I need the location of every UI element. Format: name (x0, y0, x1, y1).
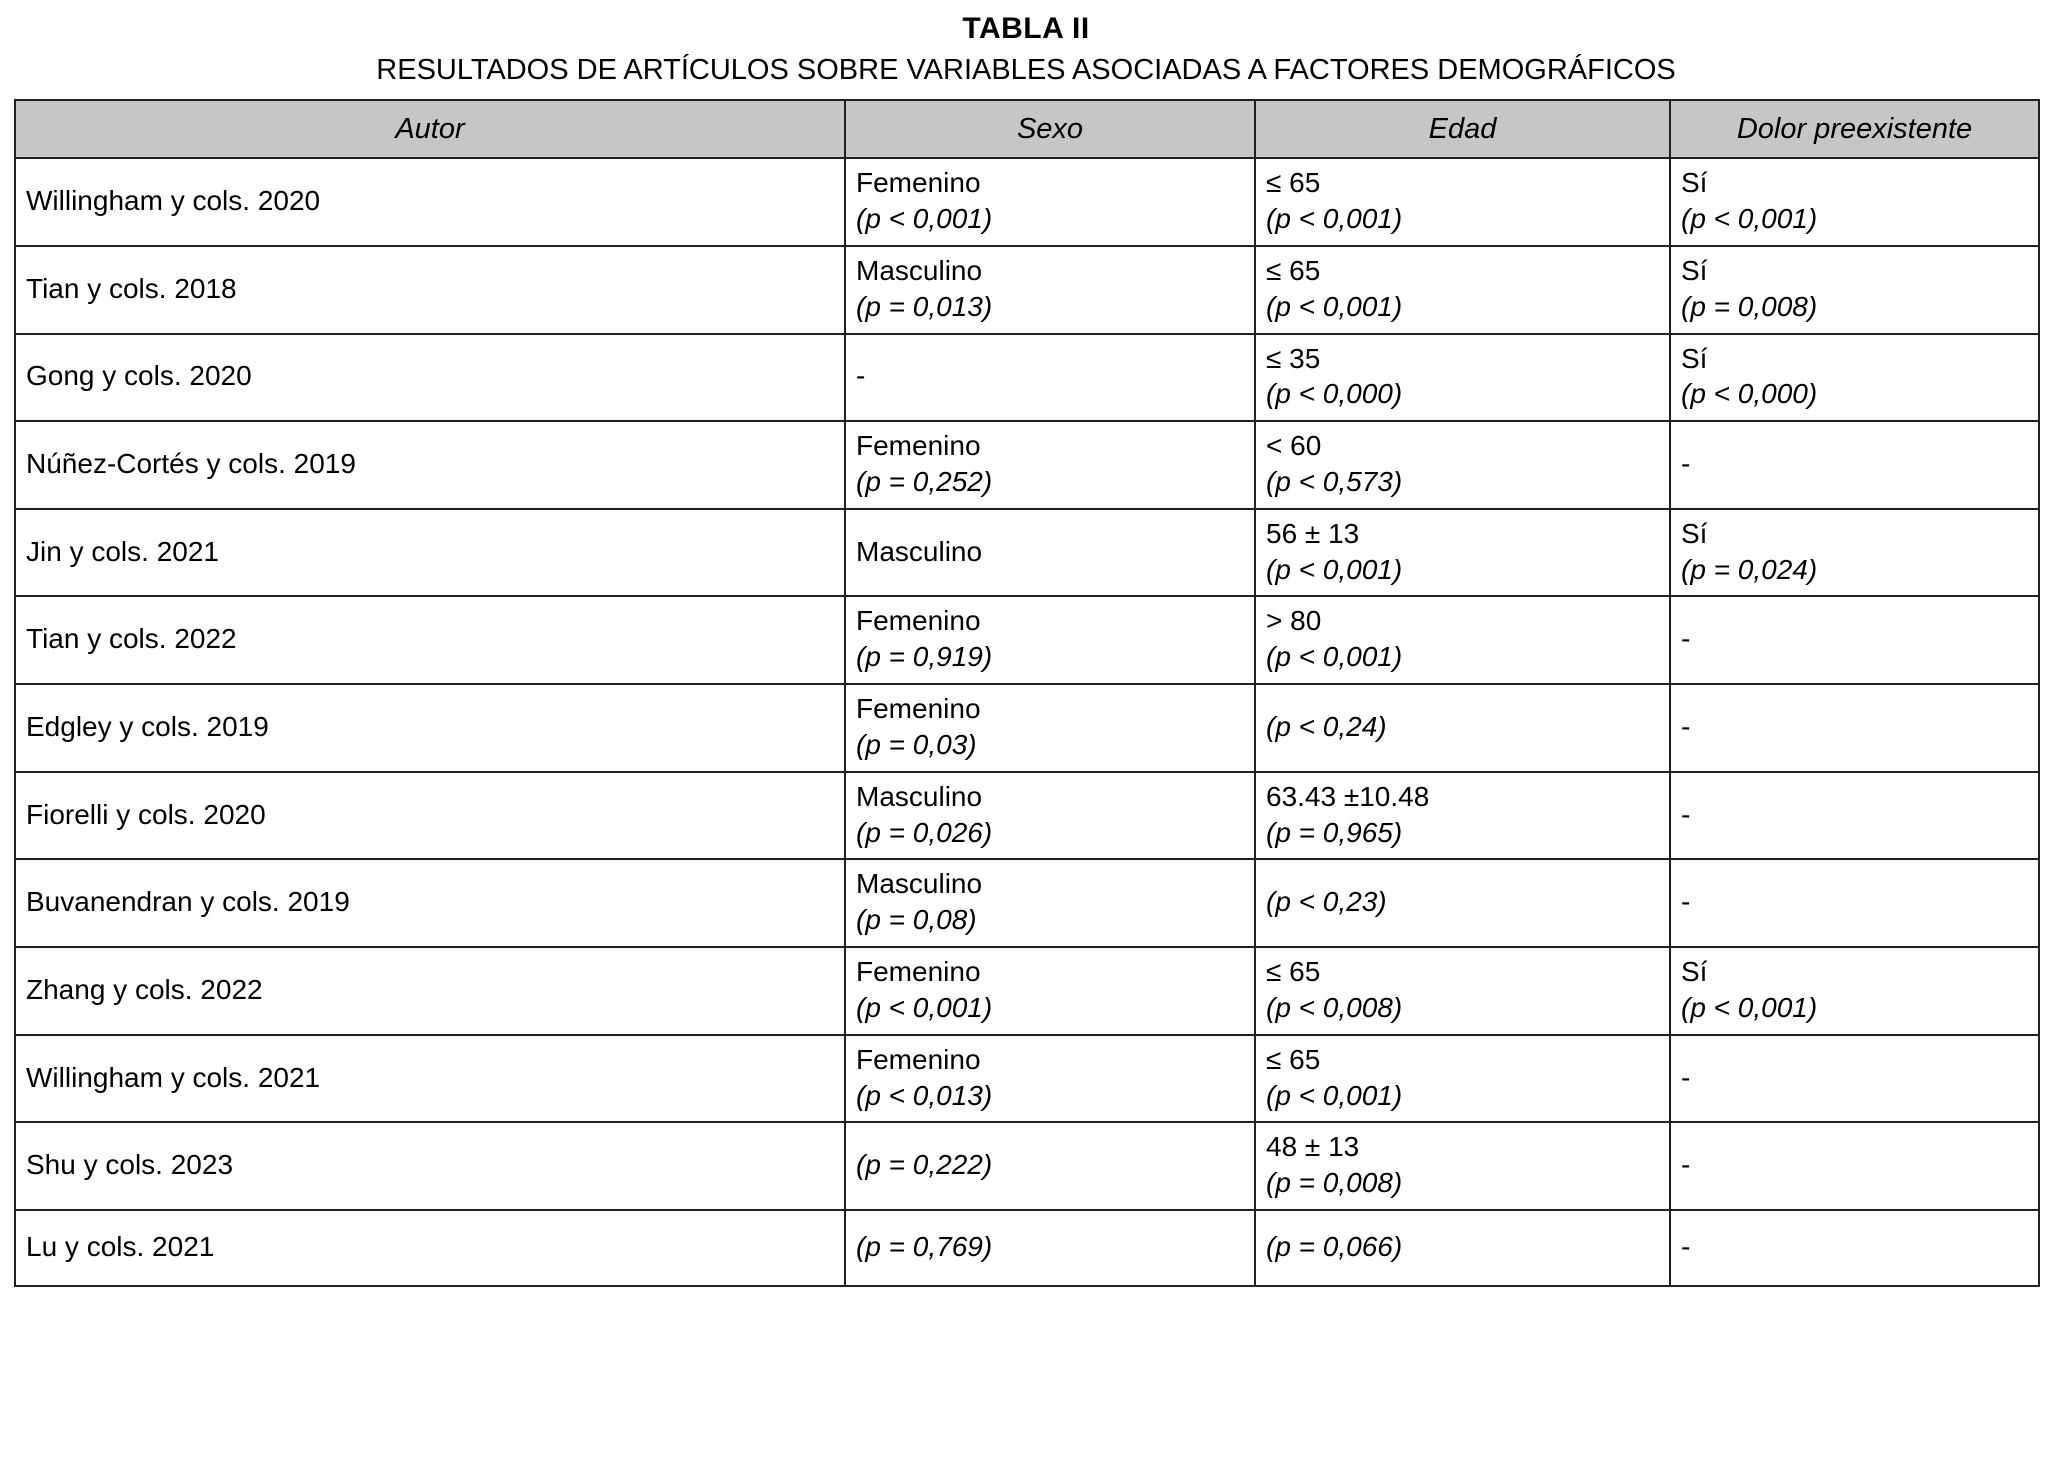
cell-dolor-preexistente-value: Sí (1681, 342, 1708, 374)
cell-edad-value: ≤ 65 (1266, 956, 1321, 988)
cell-autor: Willingham y cols. 2021 (15, 1035, 845, 1123)
cell-edad-pvalue: (p = 0,066) (1266, 1231, 1403, 1263)
cell-sexo (845, 1122, 1255, 1210)
cell-dolor-preexistente (1670, 246, 2039, 334)
table-body (15, 158, 2039, 1286)
column-header-dolor-preexistente: Dolor preexistente (1670, 100, 2039, 158)
cell-sexo-value: Masculino (856, 780, 983, 812)
table-title-block (14, 10, 2038, 89)
cell-autor: Willingham y cols. 2020 (15, 158, 845, 246)
cell-autor: Jin y cols. 2021 (15, 509, 845, 597)
cell-edad-pvalue: (p < 0,001) (1266, 641, 1403, 673)
cell-autor: Fiorelli y cols. 2020 (15, 772, 845, 860)
cell-sexo-value: Masculino (856, 535, 983, 567)
cell-dolor-preexistente (1670, 334, 2039, 422)
cell-sexo-value: Femenino (856, 430, 981, 462)
cell-edad (1255, 859, 1670, 947)
cell-edad-pvalue: (p < 0,573) (1266, 465, 1403, 497)
cell-autor: Zhang y cols. 2022 (15, 947, 845, 1035)
cell-edad (1255, 158, 1670, 246)
cell-dolor-preexistente (1670, 596, 2039, 684)
table-row (15, 947, 2039, 1035)
results-table (14, 99, 2040, 1287)
table-number-title: TABLA II (962, 12, 1090, 45)
cell-edad-pvalue: (p < 0,000) (1266, 378, 1403, 410)
cell-sexo (845, 859, 1255, 947)
cell-edad-value: 63.43 ±10.48 (1266, 780, 1430, 812)
cell-sexo-pvalue: (p < 0,001) (856, 203, 993, 235)
table-row (15, 421, 2039, 509)
cell-dolor-preexistente (1670, 509, 2039, 597)
cell-edad-pvalue: (p < 0,23) (1266, 886, 1387, 918)
cell-sexo-value: - (856, 360, 866, 392)
cell-edad-value: ≤ 65 (1266, 1043, 1321, 1075)
cell-dolor-preexistente-value: Sí (1681, 956, 1708, 988)
cell-edad (1255, 334, 1670, 422)
cell-edad (1255, 1035, 1670, 1123)
cell-autor: Lu y cols. 2021 (15, 1210, 845, 1286)
cell-edad (1255, 421, 1670, 509)
table-header (15, 100, 2039, 158)
cell-sexo (845, 596, 1255, 684)
table-row (15, 334, 2039, 422)
cell-dolor-preexistente (1670, 947, 2039, 1035)
cell-dolor-preexistente-value: - (1681, 623, 1691, 655)
cell-edad-pvalue: (p < 0,008) (1266, 991, 1403, 1023)
table-row (15, 158, 2039, 246)
cell-edad (1255, 596, 1670, 684)
cell-dolor-preexistente-value: - (1681, 711, 1691, 743)
cell-sexo-value: Femenino (856, 693, 981, 725)
cell-dolor-preexistente-value: - (1681, 798, 1691, 830)
column-header-edad: Edad (1255, 100, 1670, 158)
cell-sexo-value: Femenino (856, 1043, 981, 1075)
cell-dolor-preexistente-value: Sí (1681, 254, 1708, 286)
cell-edad-value: ≤ 65 (1266, 254, 1321, 286)
column-header-autor: Autor (15, 100, 845, 158)
cell-sexo-pvalue: (p = 0,08) (856, 904, 977, 936)
cell-autor: Tian y cols. 2018 (15, 246, 845, 334)
cell-edad-value: 48 ± 13 (1266, 1131, 1360, 1163)
table-row (15, 772, 2039, 860)
cell-sexo (845, 772, 1255, 860)
cell-edad (1255, 947, 1670, 1035)
cell-dolor-preexistente-value: - (1681, 1231, 1691, 1263)
cell-dolor-preexistente (1670, 1122, 2039, 1210)
cell-dolor-preexistente-pvalue: (p = 0,008) (1681, 290, 1818, 322)
cell-edad (1255, 1122, 1670, 1210)
cell-sexo-pvalue: (p = 0,919) (856, 641, 993, 673)
cell-autor: Shu y cols. 2023 (15, 1122, 845, 1210)
cell-edad-pvalue: (p < 0,001) (1266, 290, 1403, 322)
cell-sexo (845, 1035, 1255, 1123)
cell-sexo (845, 684, 1255, 772)
table-row (15, 684, 2039, 772)
cell-dolor-preexistente-value: Sí (1681, 517, 1708, 549)
cell-edad (1255, 684, 1670, 772)
cell-edad-pvalue: (p = 0,965) (1266, 816, 1403, 848)
cell-edad-pvalue: (p = 0,008) (1266, 1167, 1403, 1199)
table-row (15, 1122, 2039, 1210)
table-row (15, 246, 2039, 334)
cell-dolor-preexistente-pvalue: (p < 0,000) (1681, 378, 1818, 410)
cell-dolor-preexistente (1670, 684, 2039, 772)
cell-sexo-pvalue: (p = 0,222) (856, 1149, 993, 1181)
table-row (15, 859, 2039, 947)
cell-edad-value: > 80 (1266, 605, 1322, 637)
cell-dolor-preexistente-pvalue: (p < 0,001) (1681, 991, 1818, 1023)
cell-autor: Edgley y cols. 2019 (15, 684, 845, 772)
cell-sexo (845, 947, 1255, 1035)
cell-edad-value: ≤ 65 (1266, 167, 1321, 199)
cell-edad (1255, 246, 1670, 334)
cell-edad (1255, 1210, 1670, 1286)
cell-sexo-pvalue: (p < 0,013) (856, 1079, 993, 1111)
table-row (15, 509, 2039, 597)
cell-edad-pvalue: (p < 0,001) (1266, 1079, 1403, 1111)
cell-dolor-preexistente-pvalue: (p < 0,001) (1681, 203, 1818, 235)
table-row (15, 596, 2039, 684)
cell-sexo (845, 509, 1255, 597)
cell-sexo (845, 1210, 1255, 1286)
cell-sexo-pvalue: (p = 0,03) (856, 728, 977, 760)
cell-dolor-preexistente-pvalue: (p = 0,024) (1681, 553, 1818, 585)
cell-sexo-pvalue: (p < 0,001) (856, 991, 993, 1023)
cell-sexo-value: Femenino (856, 956, 981, 988)
cell-dolor-preexistente (1670, 1210, 2039, 1286)
cell-sexo-value: Femenino (856, 167, 981, 199)
cell-sexo-value: Masculino (856, 254, 983, 286)
cell-autor: Gong y cols. 2020 (15, 334, 845, 422)
cell-edad-pvalue: (p < 0,001) (1266, 553, 1403, 585)
cell-edad (1255, 772, 1670, 860)
cell-autor: Buvanendran y cols. 2019 (15, 859, 845, 947)
cell-dolor-preexistente-value: - (1681, 448, 1691, 480)
cell-dolor-preexistente (1670, 859, 2039, 947)
cell-sexo-pvalue: (p = 0,013) (856, 290, 993, 322)
cell-edad (1255, 509, 1670, 597)
cell-sexo (845, 158, 1255, 246)
cell-dolor-preexistente-value: Sí (1681, 167, 1708, 199)
cell-dolor-preexistente (1670, 158, 2039, 246)
cell-dolor-preexistente (1670, 421, 2039, 509)
cell-sexo-pvalue: (p = 0,769) (856, 1231, 993, 1263)
column-header-sexo: Sexo (845, 100, 1255, 158)
cell-dolor-preexistente (1670, 1035, 2039, 1123)
cell-dolor-preexistente-value: - (1681, 886, 1691, 918)
table-caption: RESULTADOS DE ARTÍCULOS SOBRE VARIABLES ASOCIADAS A FACTORES DEMOGRÁFICOS (376, 53, 1676, 86)
cell-sexo-pvalue: (p = 0,026) (856, 816, 993, 848)
cell-autor: Núñez-Cortés y cols. 2019 (15, 421, 845, 509)
cell-sexo-value: Masculino (856, 868, 983, 900)
cell-sexo (845, 421, 1255, 509)
table-row (15, 1210, 2039, 1286)
cell-sexo (845, 334, 1255, 422)
cell-edad-value: < 60 (1266, 430, 1322, 462)
cell-sexo (845, 246, 1255, 334)
cell-dolor-preexistente-value: - (1681, 1061, 1691, 1093)
cell-edad-pvalue: (p < 0,24) (1266, 711, 1387, 743)
cell-dolor-preexistente (1670, 772, 2039, 860)
cell-autor: Tian y cols. 2022 (15, 596, 845, 684)
cell-sexo-pvalue: (p = 0,252) (856, 465, 993, 497)
cell-dolor-preexistente-value: - (1681, 1149, 1691, 1181)
cell-edad-pvalue: (p < 0,001) (1266, 203, 1403, 235)
table-row (15, 1035, 2039, 1123)
cell-edad-value: ≤ 35 (1266, 342, 1321, 374)
table-header-row (15, 100, 2039, 158)
cell-edad-value: 56 ± 13 (1266, 517, 1360, 549)
cell-sexo-value: Femenino (856, 605, 981, 637)
